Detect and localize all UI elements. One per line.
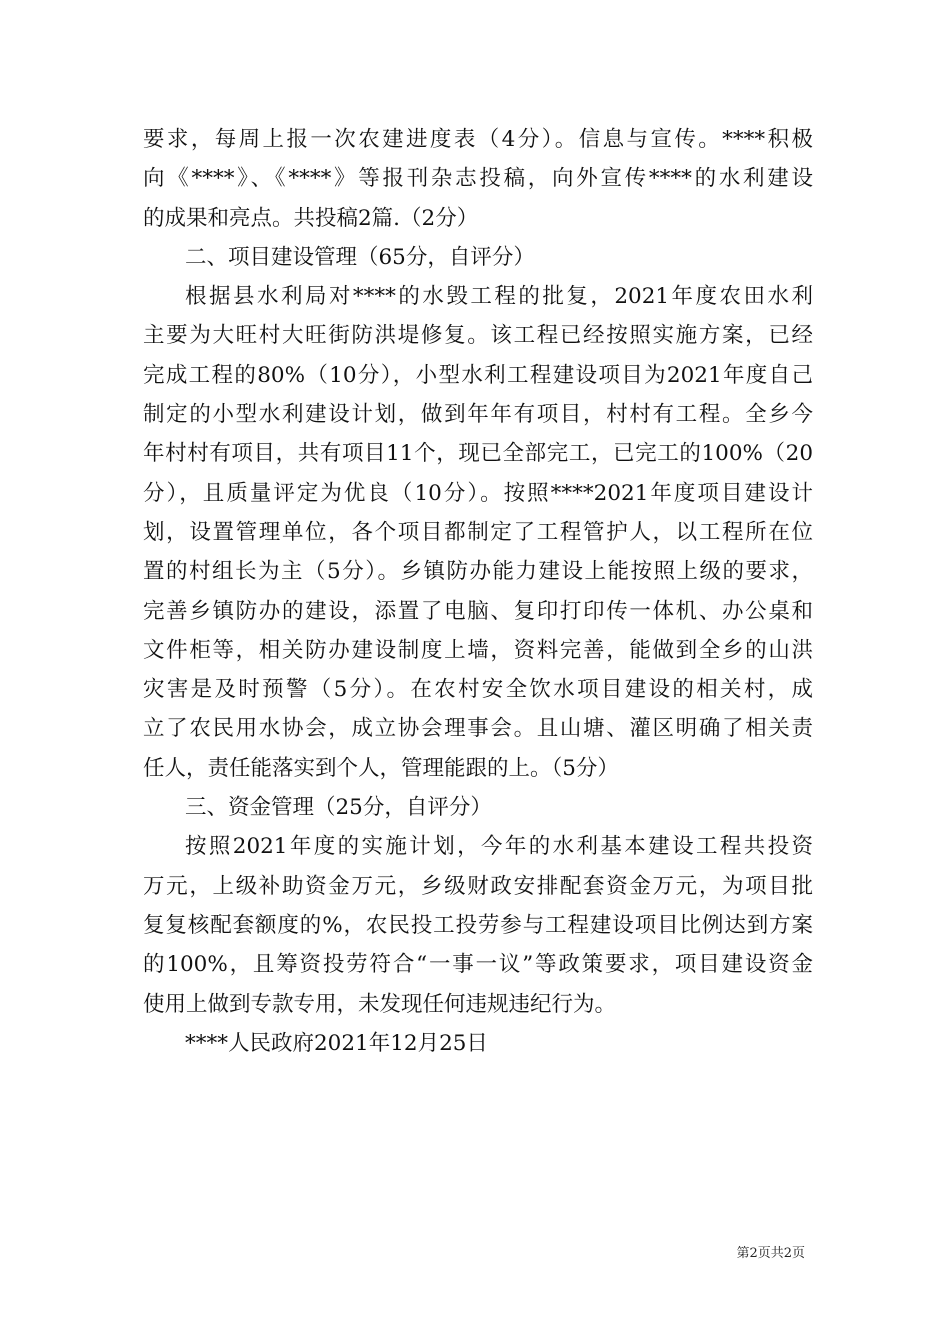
text-line: 的100%，且筹资投劳符合“一事一议”等政策要求，项目建设资金 [143, 952, 813, 978]
text-line: 年村村有项目，共有项目11个，现已全部完工，已完工的100%（20 [143, 441, 813, 467]
text-line: 主要为大旺村大旺街防洪堤修复。该工程已经按照实施方案，已经 [143, 323, 813, 349]
text-line: ****人民政府2021年12月25日 [185, 1030, 488, 1056]
text-line: 根据县水利局对****的水毁工程的批复，2021年度农田水利 [185, 284, 813, 310]
text-line: 复复核配套额度的%，农民投工投劳参与工程建设项目比例达到方案 [143, 912, 813, 938]
text-line: 灾害是及时预警（5分）。在农村安全饮水项目建设的相关村，成 [143, 677, 813, 703]
text-line: 任人，责任能落实到个人，管理能跟的上。（5分） [143, 755, 619, 781]
text-line: 按照2021年度的实施计划，今年的水利基本建设工程共投资 [185, 834, 813, 860]
text-line: 万元，上级补助资金万元，乡级财政安排配套资金万元，为项目批 [143, 873, 813, 899]
text-line: 向《****》、《****》等报刊杂志投稿，向外宣传****的水利建设 [143, 166, 813, 192]
text-line: 完成工程的80%（10分），小型水利工程建设项目为2021年度自己 [143, 362, 813, 388]
text-line: 划，设置管理单位，各个项目都制定了工程管护人，以工程所在位 [143, 519, 813, 545]
page-number: 第2页共2页 [736, 1246, 805, 1261]
text-line: 二、项目建设管理（65分，自评分） [185, 244, 535, 270]
document-body [143, 120, 813, 1063]
text-line: 立了农民用水协会，成立协会理事会。且山塘、灌区明确了相关责 [143, 716, 813, 742]
text-line: 文件柜等，相关防办建设制度上墙，资料完善，能做到全乡的山洪 [143, 637, 813, 663]
text-line: 制定的小型水利建设计划，做到年年有项目，村村有工程。全乡今 [143, 402, 813, 428]
text-line: 使用上做到专款专用，未发现任何违规违纪行为。 [143, 991, 617, 1017]
text-line: 三、资金管理（25分，自评分） [185, 795, 492, 821]
text-line: 要求，每周上报一次农建进度表（4分）。信息与宣传。****积极 [143, 127, 813, 152]
text-line: 的成果和亮点。共投稿2篇.（2分） [143, 205, 479, 231]
text-line: 置的村组长为主（5分）。乡镇防办能力建设上能按照上级的要求， [143, 559, 813, 585]
text-line: 分），且质量评定为优良（10分）。按照****2021年度项目建设计 [143, 480, 813, 506]
text-line: 完善乡镇防办的建设，添置了电脑、复印打印传一体机、办公桌和 [143, 598, 813, 624]
